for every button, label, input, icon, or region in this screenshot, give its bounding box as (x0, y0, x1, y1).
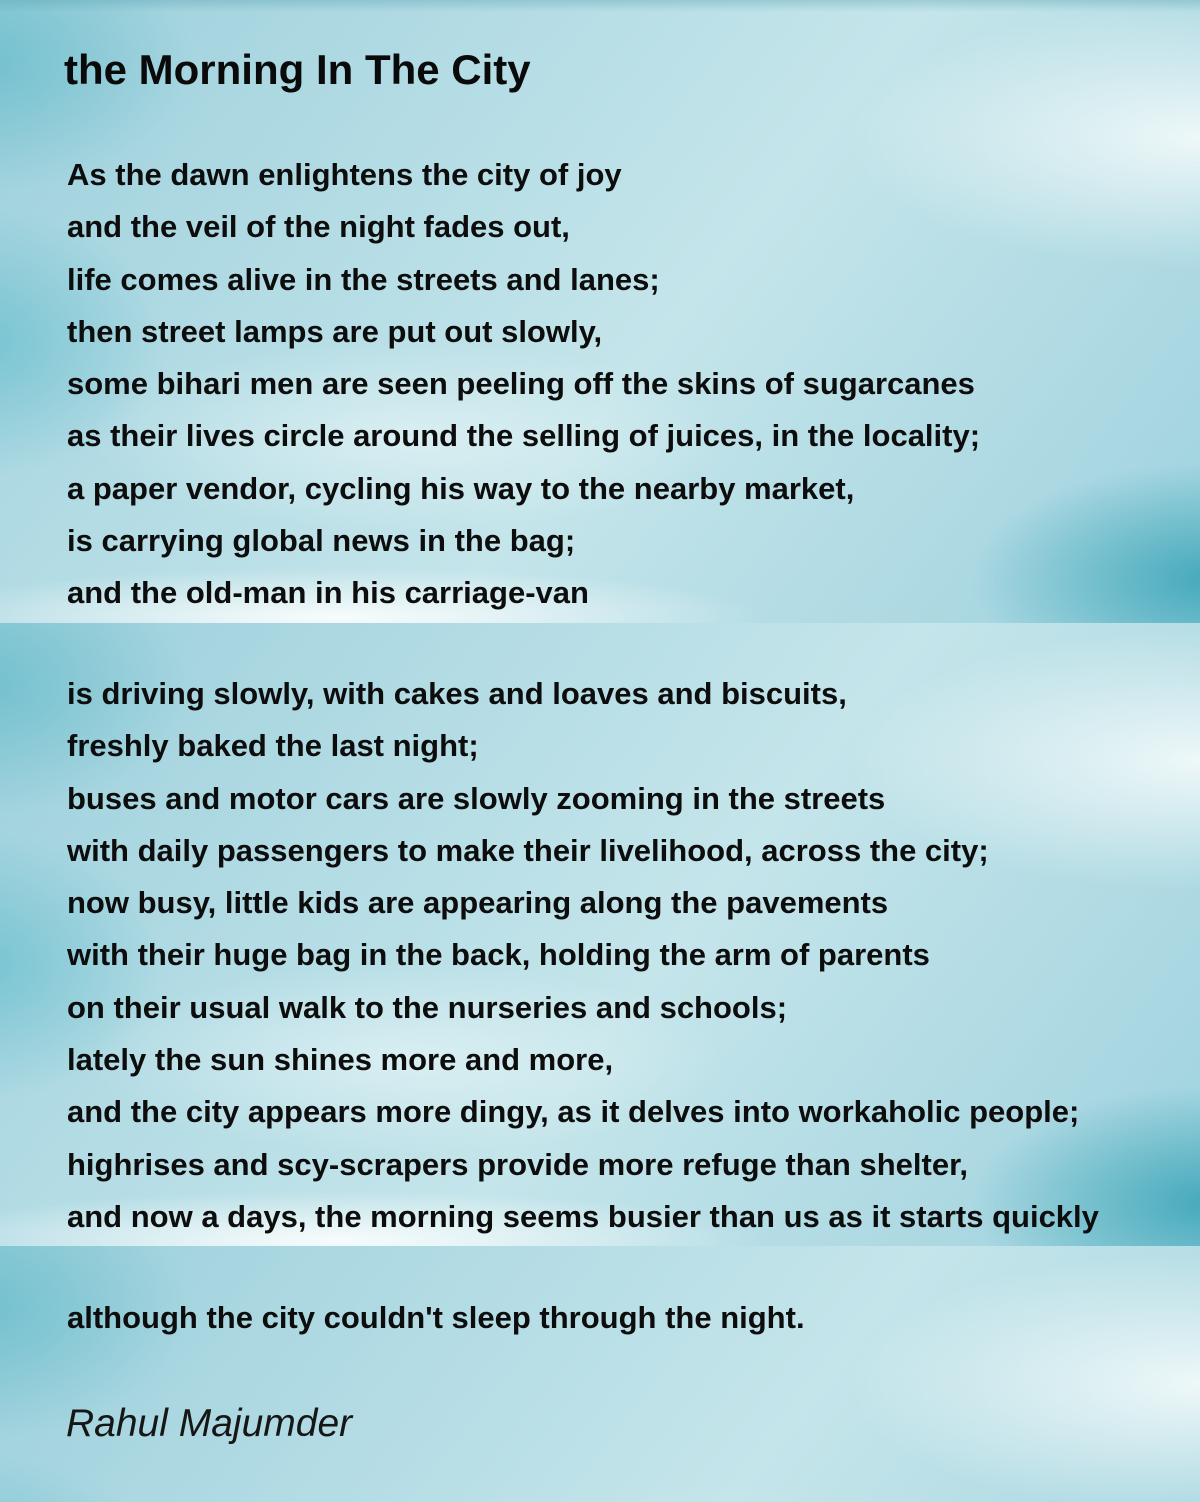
poem-line: now busy, little kids are appearing along the pavements (67, 885, 889, 921)
poem-line: is carrying global news in the bag; (67, 523, 576, 559)
poem-line: life comes alive in the streets and lanes; (67, 261, 660, 297)
author-name: Rahul Majumder (66, 1402, 353, 1445)
poem-line: freshly baked the last night; (67, 728, 479, 764)
poem-line: lately the sun shines more and more, (67, 1042, 614, 1078)
poem-line: As the dawn enlightens the city of joy (67, 157, 622, 192)
poem-title: the Morning In The City (64, 46, 531, 93)
stanza-3 (67, 1292, 1170, 1344)
poem-line: although the city couldn't sleep through the night. (67, 1300, 805, 1335)
poem-line: and the veil of the night fades out, (67, 209, 570, 245)
stanza-1 (67, 149, 1170, 620)
poem-line: with daily passengers to make their livelihood, across the city; (67, 832, 989, 868)
poem-line: then street lamps are put out slowly, (67, 313, 603, 349)
stanza-2 (67, 668, 1170, 1243)
poem-line: and the old-man in his carriage-van (67, 575, 589, 611)
poem-line: some bihari men are seen peeling off the skins of sugarcanes (67, 366, 975, 402)
poem-line: and now a days, the morning seems busier than us as it starts quickly (67, 1198, 1099, 1234)
poem-line: as their lives circle around the selling of juices, in the locality; (67, 418, 981, 454)
poem-line: buses and motor cars are slowly zooming in the streets (67, 780, 886, 816)
poem-line: with their huge bag in the back, holding the arm of parents (67, 937, 930, 973)
poem-line: on their usual walk to the nurseries and schools; (67, 989, 788, 1025)
poem-line: and the city appears more dingy, as it delves into workaholic people; (67, 1094, 1080, 1130)
poem-line: highrises and scy-scrapers provide more refuge than shelter, (67, 1146, 969, 1182)
poem-line: a paper vendor, cycling his way to the nearby market, (67, 470, 855, 506)
poem-line: is driving slowly, with cakes and loaves and biscuits, (67, 676, 847, 711)
